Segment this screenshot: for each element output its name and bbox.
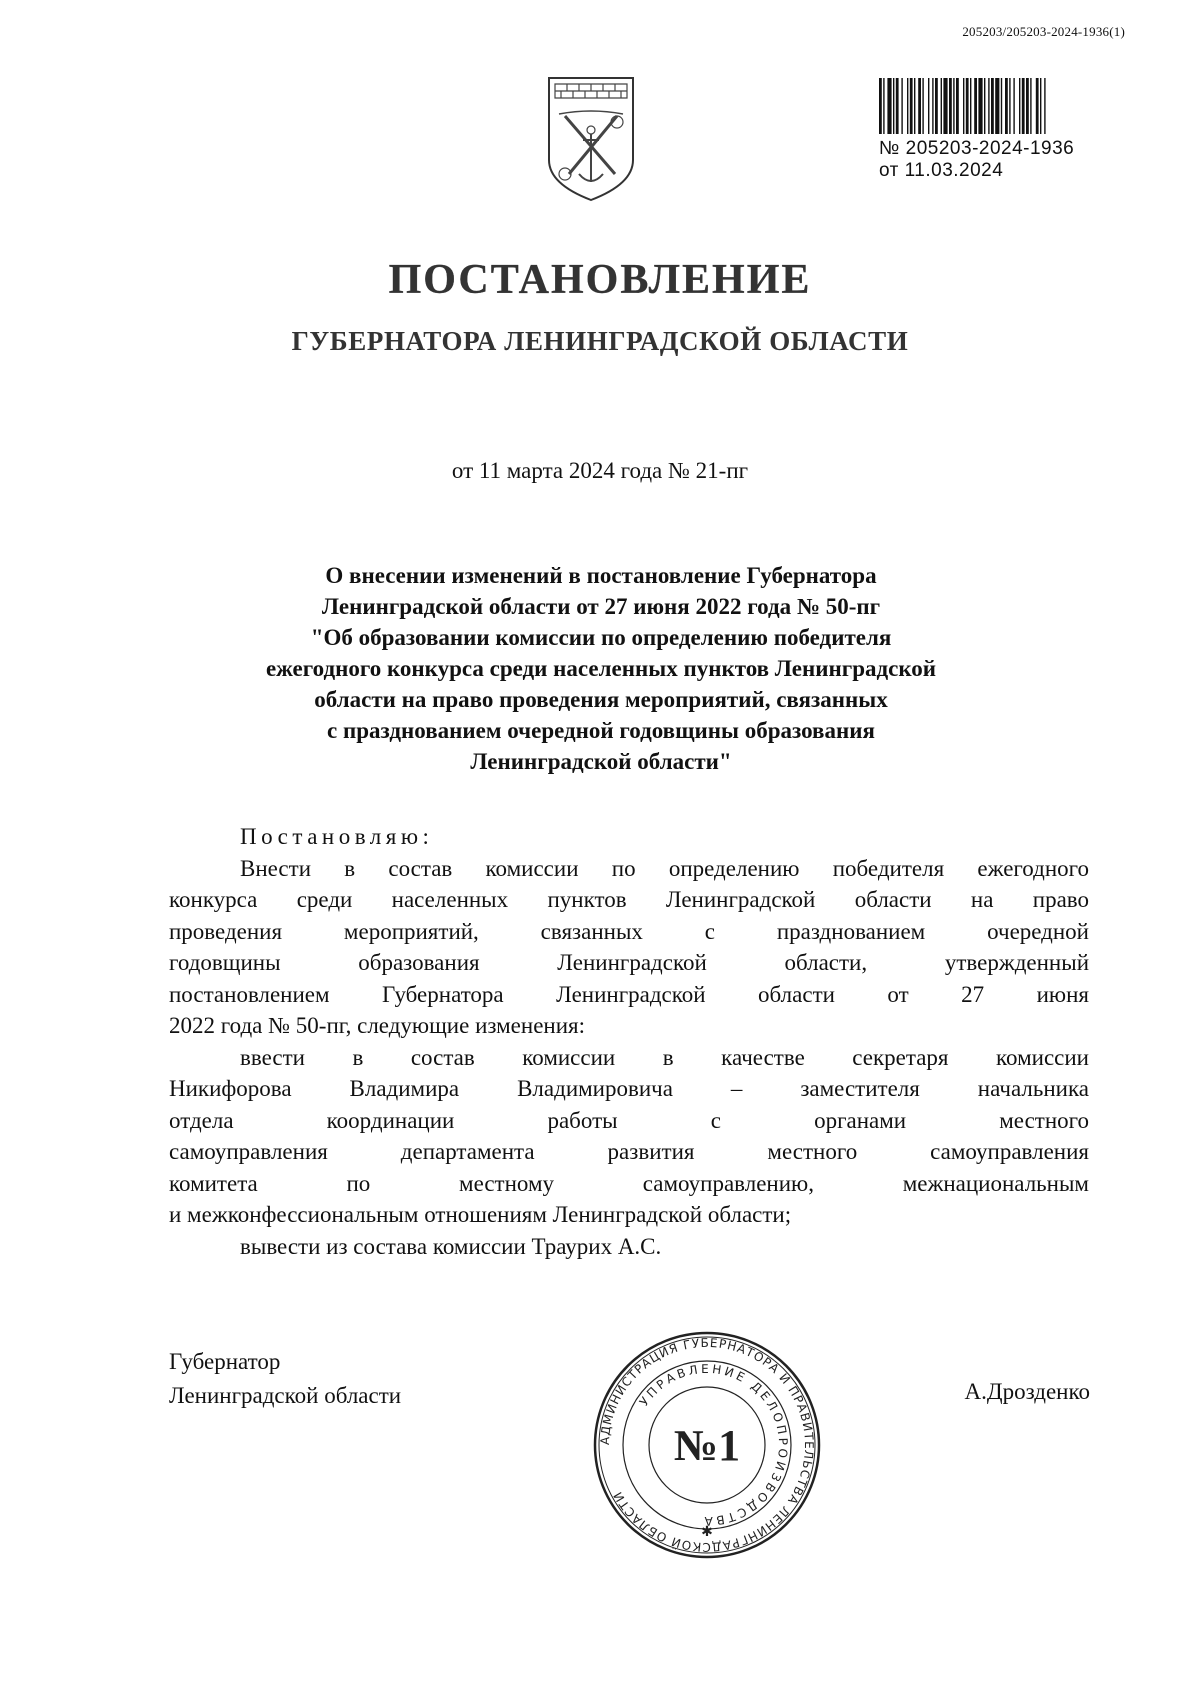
signatory-title: Губернатор — [169, 1349, 281, 1374]
subject-line: О внесении изменений в постановление Губернатора — [325, 563, 877, 588]
body-line: годовщины образования Ленинградской области, утвержденный — [169, 950, 1089, 975]
body-line: и межконфессиональным отношениям Ленинградской области; — [169, 1202, 792, 1227]
body-line: комитета по местному самоуправлению, межнациональным — [169, 1170, 1089, 1196]
body-line: самоуправления департамента развития местного самоуправления — [169, 1139, 1089, 1164]
seal-inner-text: УПРАВЛЕНИЕ ДЕЛОПРОИЗВОДСТВА — [636, 1361, 791, 1529]
document-body — [169, 821, 1089, 1262]
document-issuer: ГУБЕРНАТОРА ЛЕНИНГРАДСКОЙ ОБЛАСТИ — [291, 326, 909, 356]
body-line: Внести в состав комиссии по определению победителя ежегодного — [240, 855, 1089, 881]
seal-star-icon: ✱ — [701, 1524, 713, 1540]
signatory-region: Ленинградской области — [169, 1383, 402, 1408]
registry-code: 205203/205203-2024-1936(1) — [962, 24, 1125, 39]
subject-line: области на право проведения мероприятий, связанных — [314, 687, 888, 712]
subject-line: "Об образовании комиссии по определению победителя — [310, 625, 892, 650]
document-type: ПОСТАНОВЛЕНИЕ — [388, 257, 812, 303]
body-line: вывести из состава комиссии Траурих А.С. — [240, 1233, 662, 1259]
document-subject — [160, 560, 1042, 777]
body-line: постановлением Губернатора Ленинградской области от 27 июня — [169, 981, 1089, 1007]
subject-line: Ленинградской области от 27 июня 2022 года № 50-пг — [321, 594, 881, 619]
body-line: проведения мероприятий, связанных с празднованием очередной — [169, 918, 1089, 944]
signatory-position — [169, 1345, 401, 1413]
subject-line: с празднованием очередной годовщины образования — [327, 718, 875, 743]
registration-number: № 205203-2024-1936 — [879, 138, 1075, 159]
document-date-number: от 11 марта 2024 года № 21-пг — [451, 458, 749, 483]
body-line: конкурса среди населенных пунктов Ленинградской области на право — [169, 887, 1089, 912]
seal-outer-text: АДМИНИСТРАЦИЯ ГУБЕРНАТОРА И ПРАВИТЕЛЬСТВА ЛЕНИНГРАДСКОЙ ОБЛАСТИ — [597, 1335, 817, 1555]
signatory-name: А.Дрозденко — [964, 1379, 1090, 1404]
registration-stamp — [879, 138, 1074, 182]
seal-number: №1 — [673, 1421, 741, 1470]
body-line: ввести в состав комиссии в качестве секретаря комиссии — [240, 1044, 1089, 1070]
subject-line: ежегодного конкурса среди населенных пунктов Ленинградской — [265, 656, 937, 681]
subject-line: Ленинградской области" — [470, 749, 732, 774]
body-line: 2022 года № 50-пг, следующие изменения: — [169, 1013, 585, 1038]
coat-of-arms-icon — [545, 74, 637, 204]
body-line: отдела координации работы с органами местного — [169, 1107, 1089, 1133]
registration-date: от 11.03.2024 — [879, 160, 1004, 181]
official-seal-stamp — [590, 1328, 824, 1562]
barcode-icon — [879, 78, 1103, 134]
body-line: Никифорова Владимира Владимировича – заместителя начальника — [169, 1076, 1089, 1101]
resolution-lead: Постановляю: — [240, 824, 434, 849]
